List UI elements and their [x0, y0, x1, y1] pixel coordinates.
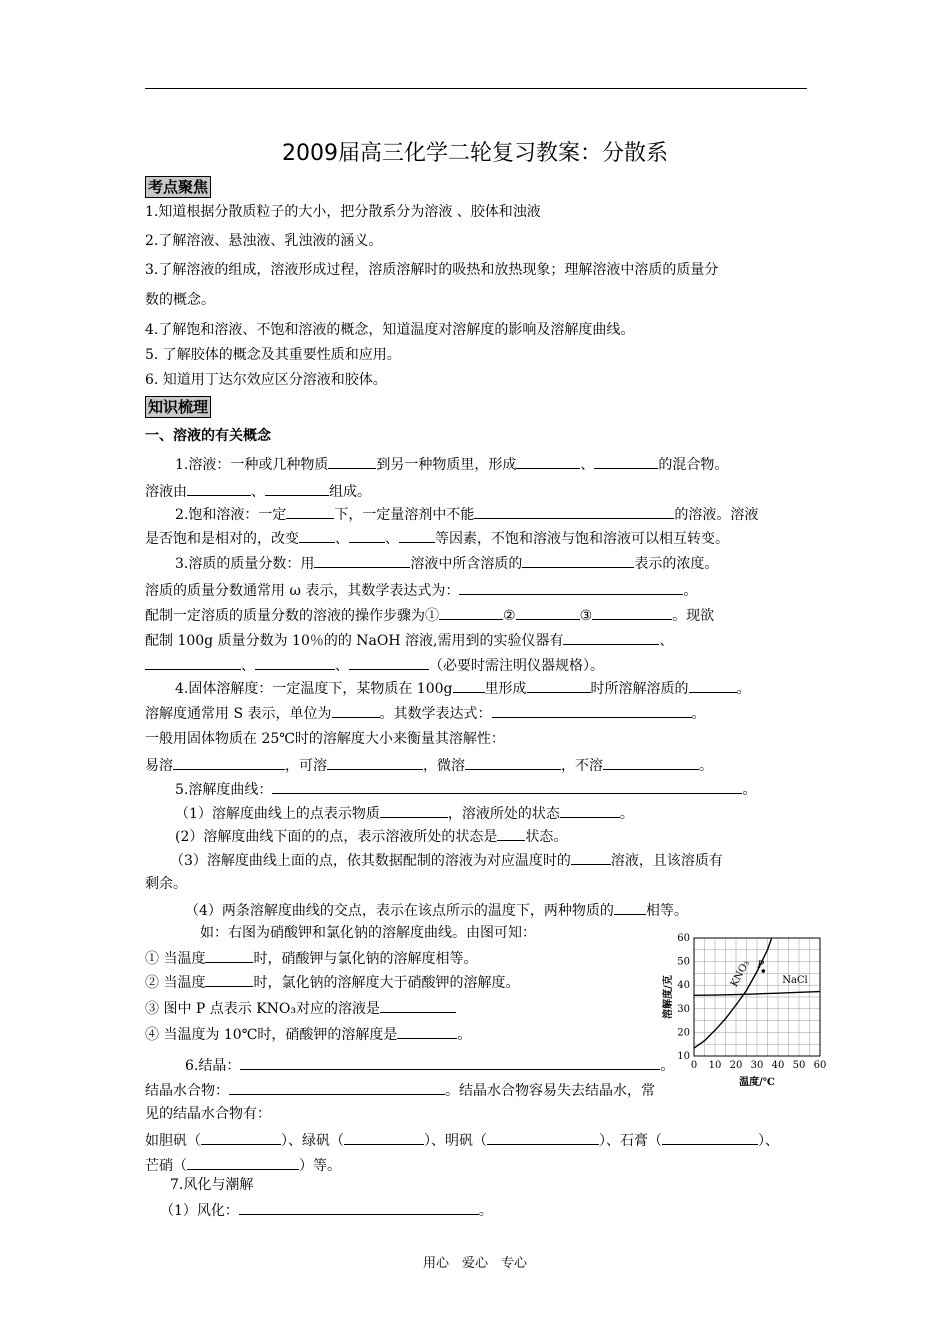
x-tick-label: 30 [750, 1060, 764, 1071]
header-rule [145, 88, 807, 89]
line-curve-point-below: (2）溶解度曲线下面的的点，表示溶液所处的状态是 状态。 [175, 826, 567, 846]
subheading-solution-concepts: 一、溶液的有关概念 [145, 428, 271, 444]
line-curve-intersection: （4）两条溶解度曲线的交点，表示在该点所示的温度下，两种物质的 相等。 [185, 900, 688, 920]
line-mass-fraction-formula: 溶质的质量分数通常用 ω 表示，其数学表达式为： 。 [145, 580, 697, 600]
focus-item-3-cont: 数的概念。 [145, 292, 215, 308]
line-mass-fraction: 3.溶质的质量分数：用 溶液中所含溶质的 表示的浓度。 [175, 553, 718, 573]
x-tick-label: 10 [708, 1060, 722, 1071]
y-tick-label: 40 [677, 980, 690, 992]
y-tick-label: 50 [677, 956, 690, 968]
x-tick-label: 60 [813, 1060, 827, 1071]
series-label-nacl: NaCl [782, 974, 808, 986]
focus-item-6: 6. 知道用丁达尔效应区分溶液和胶体。 [145, 372, 387, 388]
line-saturated-def: 2.饱和溶液：一定 下，一定量溶剂中不能 的溶液。溶液 [175, 504, 758, 524]
line-curve-point-above: （3）溶解度曲线上面的点，依其数据配制的溶液为对应温度时的 溶液，且该溶质有 [170, 850, 723, 870]
chart-question-1: ① 当温度 时，硝酸钾与氯化钠的溶解度相等。 [145, 948, 477, 968]
line-preparation-steps: 配制一定溶质的质量分数的溶液的操作步骤为① ② ③ 。现欲 [145, 605, 714, 625]
x-tick-label: 40 [771, 1060, 785, 1071]
solubility-curve-chart [655, 928, 833, 1088]
line-crystallization: 6.结晶： 。 [185, 1055, 674, 1075]
focus-item-1: 1.知道根据分散质粒子的大小，把分散系分为溶液 、胶体和浊液 [145, 204, 541, 220]
line-hydrate-examples-intro: 见的结晶水合物有： [145, 1106, 271, 1122]
line-solubility-curve: 5.溶解度曲线： 。 [175, 779, 756, 799]
line-instruments-cont: 、 、 （必要时需注明仪器规格）。 [145, 655, 604, 675]
y-tick-labels [677, 933, 690, 1062]
section-heading-focus: 考点聚焦 [145, 176, 211, 198]
line-chart-intro: 如：右图为硝酸钾和氯化钠的溶解度曲线。由图可知： [200, 925, 536, 941]
line-solution-composition: 溶液由 、 组成。 [145, 481, 371, 501]
x-tick-label: 0 [690, 1060, 698, 1071]
line-solubility-grades: 易溶 ，可溶 ，微溶 ，不溶 。 [145, 755, 713, 775]
y-tick-label: 60 [677, 933, 690, 944]
series-label-kno3: KNO₃ [728, 958, 752, 989]
chart-question-3: ③ 图中 P 点表示 KNO₃对应的溶液是 [145, 998, 456, 1018]
line-saturated-conversion: 是否饱和是相对的，改变 、 、 等因素，不饱和溶液与饱和溶液可以相互转变。 [145, 528, 729, 548]
focus-item-4: 4.了解饱和溶液、不饱和溶液的概念，知道温度对溶解度的影响及溶解度曲线。 [145, 322, 635, 338]
x-tick-label: 20 [729, 1060, 743, 1071]
chart-question-2: ② 当温度 时，氯化钠的溶解度大于硝酸钾的溶解度。 [145, 972, 519, 992]
line-hydrate-def: 结晶水合物： 。结晶水合物容易失去结晶水，常 [145, 1080, 655, 1100]
y-tick-label: 30 [677, 1003, 690, 1015]
line-hydrate-examples-cont: 芒硝（ ）等。 [145, 1155, 341, 1175]
page-footer: 用心 爱心 专心 [422, 1256, 527, 1271]
focus-item-5: 5. 了解胶体的概念及其重要性质和应用。 [145, 347, 401, 363]
line-solubility-classification: 一般用固体物质在 25℃时的溶解度大小来衡量其溶解性： [145, 731, 505, 747]
line-solubility-unit: 溶解度通常用 S 表示，单位为 。其数学表达式： 。 [145, 703, 706, 723]
focus-item-2: 2.了解溶液、悬浊液、乳浊液的涵义。 [145, 233, 383, 249]
line-solubility-def: 4.固体溶解度：一定温度下，某物质在 100g 里形成 时所溶解溶质的 。 [175, 678, 751, 698]
line-curve-point-on: （1）溶解度曲线上的点表示物质 ，溶液所处的状态 。 [175, 803, 634, 823]
x-axis-label: 温度/℃ [739, 1077, 775, 1088]
line-efflorescence: （1）风化： 。 [160, 1200, 493, 1220]
section-heading-knowledge: 知识梳理 [145, 396, 211, 418]
y-tick-label: 20 [677, 1027, 690, 1039]
point-p-label: P [757, 960, 765, 972]
line-hydrate-examples: 如胆矾（ ）、绿矾（ ）、明矾（ ）、石膏（ ）、 [145, 1130, 779, 1150]
x-tick-label: 50 [792, 1060, 806, 1071]
page-title: 2009届高三化学二轮复习教案：分散系 [282, 141, 668, 166]
x-tick-labels [691, 1060, 827, 1071]
line-solution-def: 1.溶液：一种或几种物质 到另一种物质里，形成 、 的混合物。 [175, 454, 728, 474]
y-axis-label: 溶解度/克 [663, 975, 674, 1019]
line-curve-point-above-cont: 剩余。 [145, 876, 187, 892]
chart-grid [694, 938, 820, 1056]
line-efflorescence-heading: 7.风化与潮解 [170, 1177, 254, 1193]
line-naoh-instruments: 配制 100g 质量分数为 10％的的 NaOH 溶液,需用到的实验仪器有 、 [145, 630, 673, 650]
y-tick-label: 10 [677, 1051, 690, 1062]
focus-item-3: 3.了解溶液的组成，溶液形成过程，溶质溶解时的吸热和放热现象；理解溶液中溶质的质量分 [145, 262, 719, 278]
chart-question-4: ④ 当温度为 10℃时，硝酸钾的溶解度是 。 [145, 1024, 471, 1044]
